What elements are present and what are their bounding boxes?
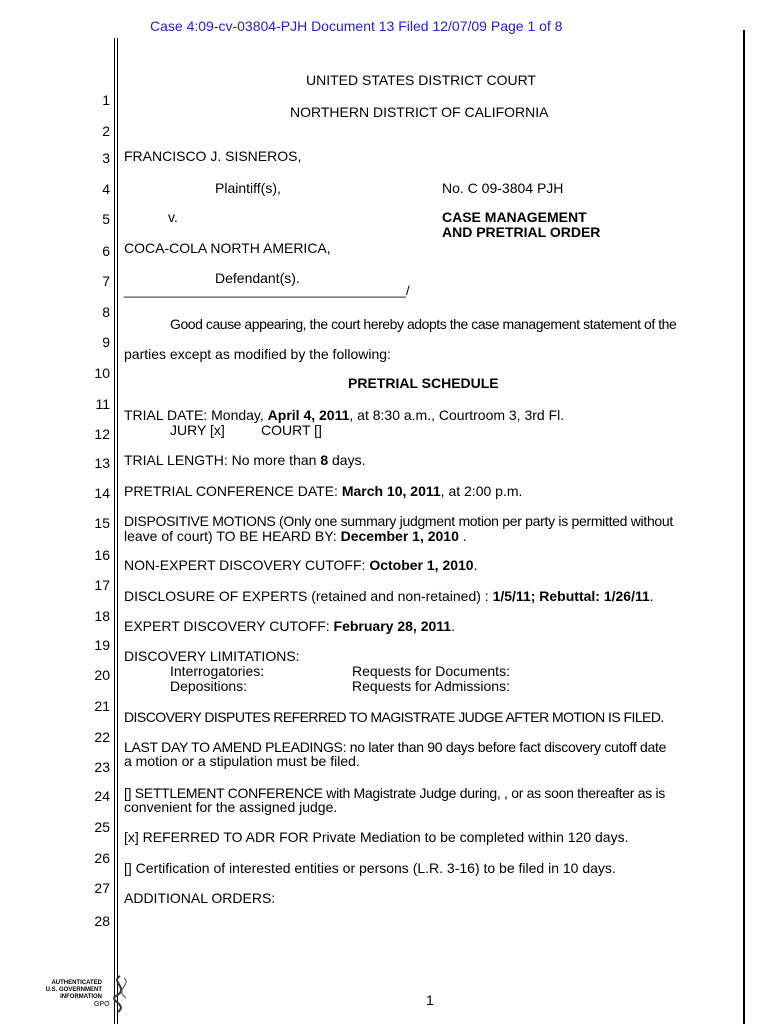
- expert-cutoff-prefix: EXPERT DISCOVERY CUTOFF:: [124, 618, 334, 634]
- expert-disclosure-value: 1/5/11; Rebuttal: 1/26/11: [492, 588, 650, 604]
- gpo-authentication-seal: [44, 974, 134, 1014]
- line-number: 28: [94, 913, 110, 929]
- dispositive-value: December 1, 2010: [340, 528, 459, 544]
- pretrial-conference-value: March 10, 2011: [341, 483, 441, 499]
- trial-date-value: April 4, 2011: [267, 407, 350, 423]
- case-header: Case 4:09-cv-03804-PJH Document 13 Filed 12/07/09 Page 1 of 8: [150, 18, 563, 34]
- discovery-limitations: DISCOVERY LIMITATIONS:: [124, 648, 300, 664]
- intro-line2: parties except as modified by the following:: [124, 346, 391, 362]
- intro-line1: Good cause appearing, the court hereby adopts the case management statement of the: [170, 316, 677, 332]
- dispositive-suffix: .: [458, 528, 467, 544]
- district-name: NORTHERN DISTRICT OF CALIFORNIA: [290, 104, 549, 120]
- trial-date: [124, 407, 564, 423]
- trial-length-suffix: days.: [328, 452, 366, 468]
- line-number: 16: [94, 547, 110, 563]
- settlement-conference-line1: [] SETTLEMENT CONFERENCE with Magistrate Judge during, , or as soon thereafter as is: [124, 785, 665, 801]
- trial-length-prefix: TRIAL LENGTH: No more than: [124, 452, 321, 468]
- non-expert-value: October 1, 2010: [369, 557, 474, 573]
- non-expert-prefix: NON-EXPERT DISCOVERY CUTOFF:: [124, 557, 370, 573]
- trial-date-suffix: , at 8:30 a.m., Courtroom 3, 3rd Fl.: [349, 407, 565, 423]
- order-title-line1: CASE MANAGEMENT: [442, 209, 587, 225]
- dispositive-motions-line2: [124, 528, 467, 544]
- court-name: UNITED STATES DISTRICT COURT: [306, 72, 536, 88]
- expert-disclosure: [124, 588, 654, 604]
- line-number: 11: [95, 396, 110, 412]
- line-number: 5: [102, 211, 110, 227]
- schedule-heading: PRETRIAL SCHEDULE: [348, 375, 499, 391]
- right-margin-rule: [743, 30, 745, 1024]
- expert-disclosure-prefix: DISCLOSURE OF EXPERTS (retained and non-retained) :: [124, 588, 493, 604]
- defendant-role: Defendant(s).: [215, 270, 300, 286]
- expert-disclosure-suffix: .: [649, 588, 654, 604]
- line-number: 7: [102, 273, 110, 289]
- line-number: 26: [94, 850, 110, 866]
- non-expert-suffix: .: [473, 557, 478, 573]
- line-number: 22: [94, 729, 110, 745]
- line-number: 25: [94, 819, 110, 835]
- left-margin-rule-inner: [117, 38, 118, 1024]
- versus: v.: [168, 209, 178, 225]
- depositions-label: Depositions:: [170, 678, 248, 694]
- line-number: 10: [94, 365, 110, 381]
- defendant-name: COCA-COLA NORTH AMERICA,: [124, 240, 331, 256]
- line-number: 13: [94, 455, 110, 471]
- line-number: 1: [102, 92, 110, 108]
- non-expert-cutoff: [124, 557, 477, 573]
- trial-length: [124, 452, 365, 468]
- seal-emblem-icon: [106, 974, 136, 1014]
- seal-line3: INFORMATION: [60, 994, 102, 1000]
- case-number: No. C 09-3804 PJH: [442, 180, 564, 196]
- court-checkbox: COURT []: [261, 422, 322, 438]
- interrogatories-label: Interrogatories:: [170, 663, 265, 679]
- adr-referral: [x] REFERRED TO ADR FOR Private Mediation to be completed within 120 days.: [124, 829, 629, 845]
- amend-pleadings-line1: LAST DAY TO AMEND PLEADINGS: no later than 90 days before fact discovery cutoff date: [124, 739, 667, 755]
- discovery-disputes: DISCOVERY DISPUTES REFERRED TO MAGISTRATE JUDGE AFTER MOTION IS FILED.: [124, 709, 664, 725]
- line-number: 9: [102, 334, 110, 350]
- line-number: 12: [94, 426, 110, 442]
- plaintiff-name: FRANCISCO J. SISNEROS,: [124, 148, 302, 164]
- trial-date-prefix: TRIAL DATE: Monday,: [124, 407, 268, 423]
- line-number: 18: [94, 608, 110, 624]
- amend-pleadings-line2: a motion or a stipulation must be filed.: [124, 753, 360, 769]
- left-margin-rule-outer: [114, 38, 115, 1024]
- seal-line1: AUTHENTICATED: [51, 980, 102, 986]
- line-number: 3: [102, 150, 110, 166]
- settlement-conference-line2: convenient for the assigned judge.: [124, 799, 338, 815]
- seal-line2: U.S. GOVERNMENT: [45, 987, 102, 993]
- line-number: 8: [102, 304, 110, 320]
- seal-text: [44, 980, 102, 1001]
- page-number: 1: [426, 992, 434, 1008]
- line-number: 17: [94, 577, 110, 593]
- line-number: 15: [94, 515, 110, 531]
- expert-cutoff-suffix: .: [451, 618, 455, 634]
- plaintiff-role: Plaintiff(s),: [215, 180, 281, 196]
- line-number: 19: [94, 637, 110, 653]
- dispositive-motions-line1: DISPOSITIVE MOTIONS (Only one summary judgment motion per party is permitted without: [124, 513, 673, 529]
- line-number: 20: [94, 667, 110, 683]
- seal-gpo: GPO: [94, 1001, 110, 1008]
- expert-cutoff: [124, 618, 455, 634]
- line-number: 14: [94, 485, 110, 501]
- line-number: 2: [102, 123, 110, 139]
- order-title-line2: AND PRETRIAL ORDER: [442, 224, 601, 240]
- line-number: 23: [94, 759, 110, 775]
- line-number: 6: [102, 243, 110, 259]
- pretrial-conference-prefix: PRETRIAL CONFERENCE DATE:: [124, 483, 342, 499]
- line-number: 27: [94, 880, 110, 896]
- jury-checkbox: JURY [x]: [170, 422, 225, 438]
- caption-separator: _______________________________________/: [124, 283, 410, 298]
- requests-admissions-label: Requests for Admissions:: [352, 678, 510, 694]
- additional-orders: ADDITIONAL ORDERS:: [124, 890, 276, 906]
- pretrial-conference-suffix: , at 2:00 p.m.: [440, 483, 523, 499]
- pretrial-conference: [124, 483, 522, 499]
- line-number: 4: [102, 181, 110, 197]
- line-number: 24: [94, 788, 110, 804]
- expert-cutoff-value: February 28, 2011: [333, 618, 452, 634]
- line-number: 21: [94, 698, 110, 714]
- requests-documents-label: Requests for Documents:: [352, 663, 510, 679]
- dispositive-prefix: leave of court) TO BE HEARD BY:: [124, 528, 341, 544]
- trial-length-value: 8: [320, 452, 329, 468]
- certification: [] Certification of interested entities or persons (L.R. 3-16) to be filed in 10 days.: [124, 860, 616, 876]
